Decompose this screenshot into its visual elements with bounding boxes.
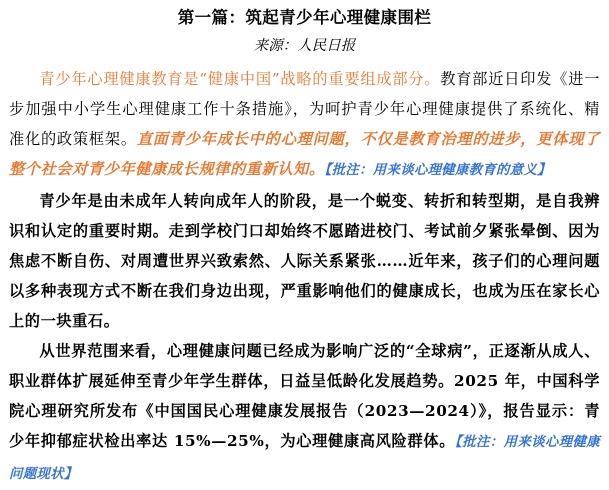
paragraph-1 <box>9 64 600 186</box>
paragraph-2 <box>9 186 600 336</box>
paragraph-1-body: 教育部近日印发《进一步加强中小学生心理健康工作十条措施》，为呵护青少年心理健康提供了系统化、精准化的政策框架。 <box>9 70 600 148</box>
emphasis-highlight: 直面青少年成长中的心理问题，不仅是教育治理的进步，更体现了整个社会对青少年健康成长规律的重新认知。 <box>9 130 600 178</box>
article-source: 来源：人民日报 <box>253 38 356 54</box>
annotation-note-1: 【批注：用来谈心理健康教育的意义】 <box>324 163 551 178</box>
lead-highlight: 青少年心理健康教育是“健康中国”战略的重要组成部分。 <box>39 70 441 88</box>
paragraph-3 <box>9 336 600 490</box>
annotation-note-2: 【批注：用来谈心理健康问题现状】 <box>9 435 600 482</box>
article-title: 第一篇：筑起青少年心理健康围栏 <box>177 8 432 27</box>
paragraph-3-body: 从世界范围来看，心理健康问题已经成为影响广泛的“全球病”，正逐渐从成人、职业群体扩展延伸至青少年学生群体，日益呈低龄化发展趋势。2025 年，中国科学院心理研究所发布《中国国民心理健康发展报告（2023—2024）》，报告显示：青少年抑郁症状检出率达 15%—25%，为心理健康高风险群体。 <box>9 342 600 450</box>
paragraph-2-body: 青少年是由未成年人转向成年人的阶段，是一个蜕变、转折和转型期，是自我辨识和认定的重要时期。走到学校门口却始终不愿踏进校门、考试前夕紧张晕倒、因为焦虑不断自伤、对周遭世界兴致索然、人际关系紧张……近年来，孩子们的心理问题以多种表现方式不断在我们身边出现，严重影响他们的健康成长，也成为压在家长心上的一块重石。 <box>9 192 600 330</box>
